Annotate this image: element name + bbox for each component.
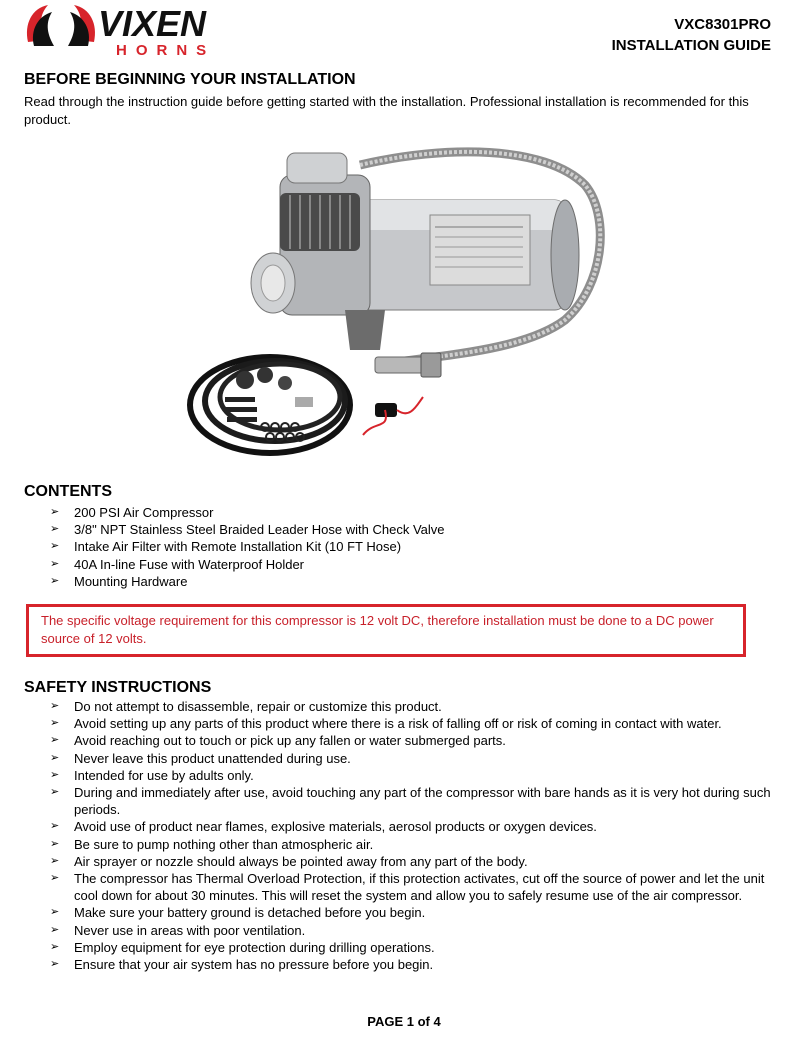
list-item: ➢ Never leave this product unattended during use. [50,750,351,766]
arrow-bullet-icon: ➢ [50,734,60,747]
voltage-warning-box [26,604,746,657]
arrow-bullet-icon: ➢ [50,768,60,781]
arrow-bullet-icon: ➢ [50,540,60,553]
safety-section [24,678,784,973]
list-item: ➢ During and immediately after use, avoid touching any part of the compressor with bare hands as it is very hot during such periods. [50,785,771,818]
list-item: ➢ Ensure that your air system has no pressure before you begin. [50,957,434,973]
arrow-bullet-icon: ➢ [50,872,60,885]
safety-heading: SAFETY INSTRUCTIONS [24,679,212,696]
arrow-bullet-icon: ➢ [50,837,60,850]
model-number: VXC8301PRO [674,16,771,33]
arrow-bullet-icon: ➢ [50,700,60,712]
list-item: ➢ Employ equipment for eye protection during drilling operations. [50,939,435,955]
arrow-bullet-icon: ➢ [50,751,60,764]
page-number: PAGE 1 of 4 [367,1014,441,1029]
arrow-bullet-icon: ➢ [50,574,60,587]
vixen-horns-logo [24,2,242,58]
arrow-bullet-icon: ➢ [50,717,60,730]
list-item: ➢ 200 PSI Air Compressor [50,505,214,520]
arrow-bullet-icon: ➢ [50,923,60,936]
arrow-bullet-icon: ➢ [50,786,60,799]
list-item: ➢ The compressor has Thermal Overload Protection, if this protection activates, cut off the source of power and let the unit cool down for about 30 minutes. This will reset the system and allow you to safely resume use of the air compressor. [50,871,765,904]
contents-section [24,482,784,590]
document-title: INSTALLATION GUIDE [611,37,771,54]
intro-text: Read through the instruction guide before getting started with the installation. Professional installation is recommended for this product. [24,94,749,127]
arrow-bullet-icon: ➢ [50,523,60,536]
page-header [0,0,808,60]
contents-heading: CONTENTS [24,483,112,500]
arrow-bullet-icon: ➢ [50,820,60,833]
compressor-kit-image [185,135,625,470]
list-item: ➢ 3/8" NPT Stainless Steel Braided Leader Hose with Check Valve [50,522,445,538]
list-item: ➢ Make sure your battery ground is detached before you begin. [50,905,426,921]
intro-heading: BEFORE BEGINNING YOUR INSTALLATION [24,71,356,88]
arrow-bullet-icon: ➢ [50,906,60,919]
svg-text:VIXEN: VIXEN [98,3,207,44]
arrow-bullet-icon: ➢ [50,854,60,867]
list-item: ➢ Air sprayer or nozzle should always be pointed away from any part of the body. [50,853,528,869]
arrow-bullet-icon: ➢ [50,557,60,570]
list-item: ➢ Avoid reaching out to touch or pick up any fallen or water submerged parts. [50,733,506,749]
arrow-bullet-icon: ➢ [50,506,60,518]
list-item: ➢ Be sure to pump nothing other than atmospheric air. [50,836,374,852]
arrow-bullet-icon: ➢ [50,958,60,971]
contents-list [24,504,784,590]
voltage-warning-text: The specific voltage requirement for this compressor is 12 volt DC, therefore installation must be done to a DC power source of 12 volts. [41,613,714,646]
list-item: ➢ Mounting Hardware [50,573,188,589]
safety-list [24,698,784,973]
list-item: ➢ Never use in areas with poor ventilation. [50,922,306,938]
intro-section [24,70,784,129]
arrow-bullet-icon: ➢ [50,940,60,953]
list-item: ➢ 40A In-line Fuse with Waterproof Holder [50,556,305,572]
list-item: ➢ Intended for use by adults only. [50,767,254,783]
document-id [612,14,771,56]
list-item: ➢ Avoid use of product near flames, explosive materials, aerosol products or oxygen devices. [50,819,597,835]
list-item: ➢ Intake Air Filter with Remote Installation Kit (10 FT Hose) [50,539,402,555]
list-item: ➢ Do not attempt to disassemble, repair or customize this product. [50,699,442,714]
list-item: ➢ Avoid setting up any parts of this product where there is a risk of falling off or risk of coming in contact with water. [50,716,722,732]
horns-emblem-icon [27,5,95,46]
svg-text:HORNS: HORNS [116,42,216,58]
